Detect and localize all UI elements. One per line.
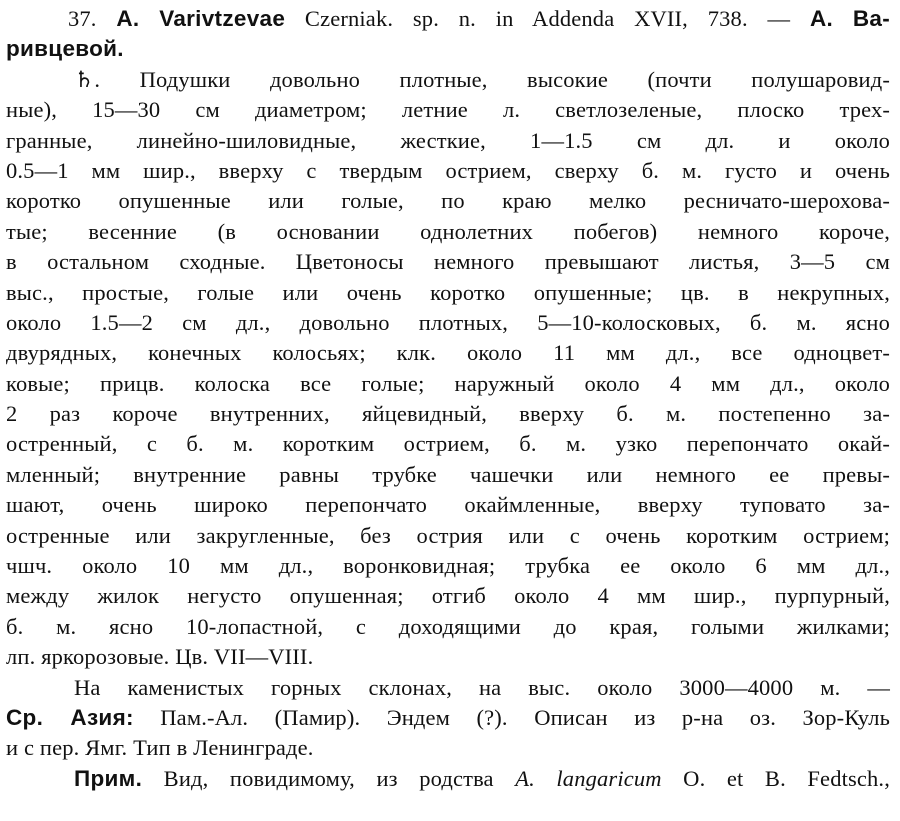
species-heading-line-2 (6, 34, 900, 64)
description-line: между жилок негусто опушенная; отгиб около 4 мм шир., пурпурный, (6, 583, 890, 609)
russian-name-part2: ривцевой. (6, 36, 124, 62)
description-paragraph (6, 65, 900, 673)
description-line: гранные, линейно-шиловидные, жесткие, 1—1.5 см дл. и около (6, 127, 890, 153)
description-line: остренные или закругленные, без острия или с очень коротким острием; (6, 522, 890, 548)
species-authority: Czerniak. sp. n. in Addenda XVII, 738. — (285, 6, 791, 31)
note-text: Вид, повидимому, из родства (142, 765, 516, 791)
description-line: шают, очень широко перепончато окаймленные, вверху туповато за- (6, 492, 890, 518)
description-line: лп. яркорозовые. Цв. VII—VIII. (6, 644, 314, 670)
description-line: тые; весенние (в основании однолетних побегов) немного короче, (6, 218, 890, 244)
description-line: около 1.5—2 см дл., довольно плотных, 5—10-колосковых, б. м. ясно (6, 309, 890, 335)
description-line: выс., простые, голые или очень коротко опушенные; цв. в некрупных, (6, 279, 890, 305)
species-heading-line (6, 4, 890, 34)
distribution-line (6, 703, 890, 733)
region-label: Ср. Азия: (6, 704, 134, 730)
description-line: б. м. ясно 10-лопастной, с доходящими до края, голыми жилками; (6, 613, 890, 639)
description-line: коротко опушенные или голые, по краю мелко ресничато-шерохова- (6, 188, 890, 214)
species-epithet: Varivtzevae (159, 6, 286, 31)
species-number: 37. (68, 6, 97, 31)
type-locality-line: и с пер. Ямг. Тип в Ленинграде. (6, 735, 314, 761)
description-line: в остальном сходные. Цветоносы немного превышают листья, 3—5 см (6, 249, 890, 275)
description-line: ные), 15—30 см диаметром; летние л. светлозеленые, плоско трех- (6, 97, 890, 123)
note-paragraph (6, 764, 900, 794)
note-line (6, 764, 890, 794)
habitat-line: На каменистых горных склонах, на выс. около 3000—4000 м. — (74, 674, 890, 700)
description-line: ♄. Подушки довольно плотные, высокие (почти полушаровид- (74, 66, 890, 92)
description-line: 0.5—1 мм шир., вверху с твердым острием, сверху б. м. густо и очень (6, 157, 890, 183)
related-species-authority: O. et B. Fedtsch., (661, 765, 890, 791)
distribution-text: Пам.-Ал. (Памир). Эндем (?). Описан из р-на оз. Зор-Куль (133, 704, 890, 730)
related-species: A. langaricum (515, 765, 662, 791)
description-line: двурядных, конечных колосьях; клк. около 11 мм дл., все одноцвет- (6, 340, 890, 366)
note-label: Прим. (74, 765, 143, 791)
description-line: мленный; внутренние равны трубке чашечки или немного ее превы- (6, 461, 890, 487)
genus-abbreviation: A. (116, 6, 140, 31)
russian-name-part1: Ва- (852, 6, 890, 31)
description-line: чшч. около 10 мм дл., воронковидная; трубка ее около 6 мм дл., (6, 553, 890, 579)
description-line: ковые; прицв. колоска все голые; наружный около 4 мм дл., около (6, 370, 890, 396)
habitat-paragraph (6, 673, 900, 764)
description-line: 2 раз короче внутренних, яйцевидный, вверху б. м. постепенно за- (6, 401, 890, 427)
description-line: остренный, с б. м. коротким острием, б. м. узко перепончато окай- (6, 431, 890, 457)
russian-genus-abbreviation: A. (809, 6, 834, 31)
